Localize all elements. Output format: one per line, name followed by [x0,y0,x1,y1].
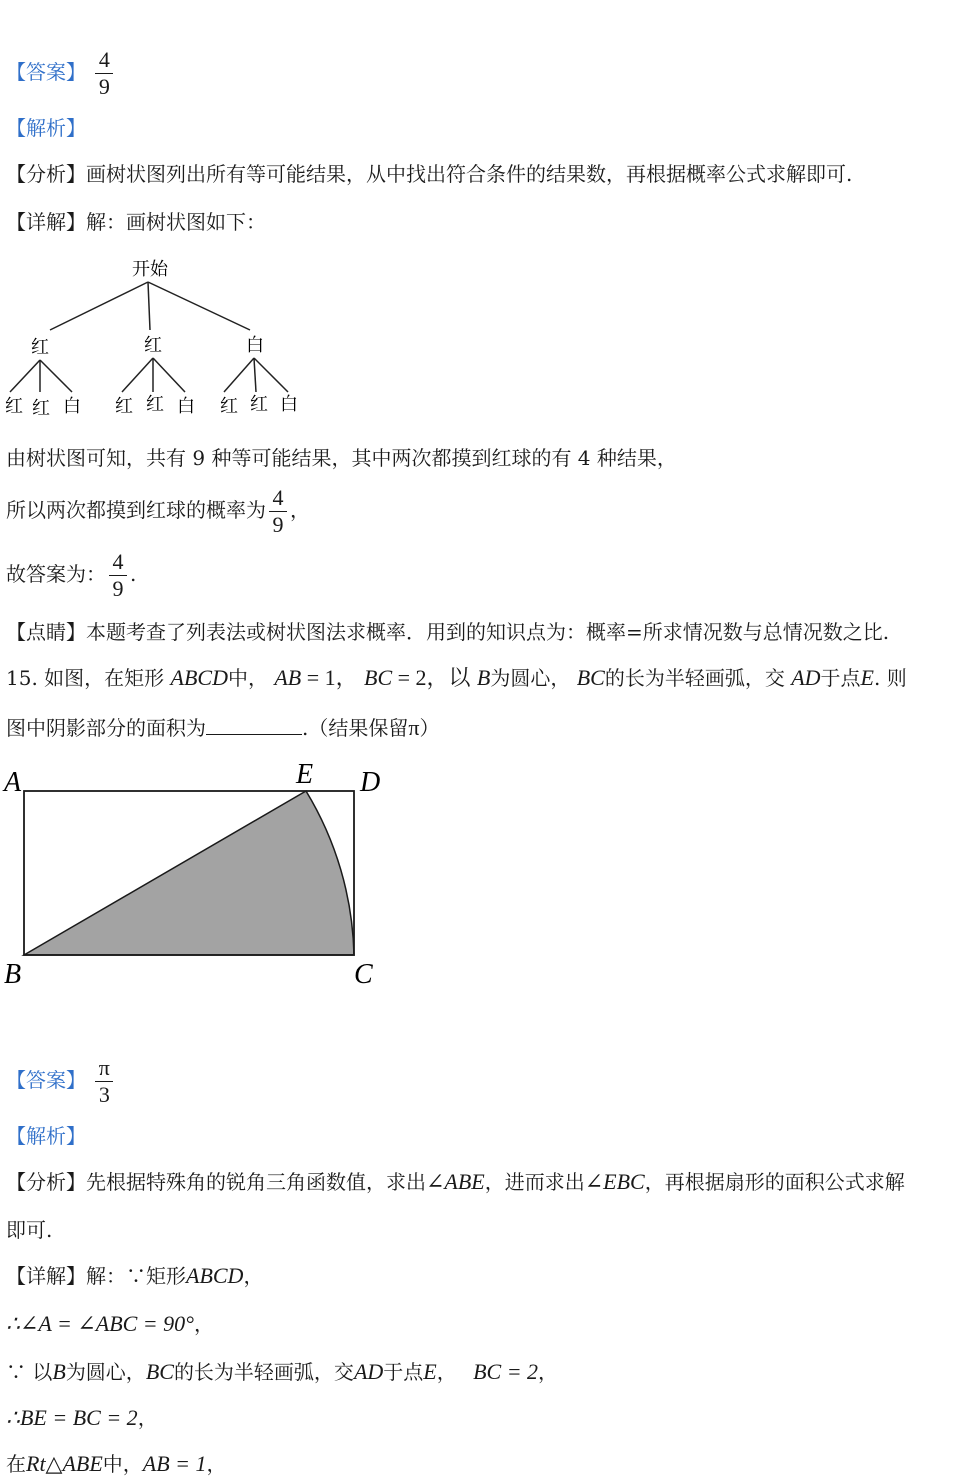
answer-blank [206,714,302,735]
tree-leaf: 白 [177,396,195,417]
q15-fenxi-cont: 即可. [6,1218,53,1242]
tree-leaf: 红 [32,398,50,419]
tree-leaf: 白 [280,394,298,415]
tree-diagram [0,250,320,425]
label-c: C [354,959,373,990]
q15-stem-line1: 15. 如图，在矩形 ABCD中， AB = 1， BC = 2，以 B为圆心， BC的长为半轻画弧，交 AD于点E. 则 [6,665,907,690]
q14-line3: 故答案为： $\frac{4}{9}$ . [6,549,137,601]
shaded-sector [24,791,354,955]
tree-leaf: 白 [63,396,81,417]
q14-fenxi: 【分析】画树状图列出所有等可能结果，从中找出符合条件的结果数，再根据概率公式求解即可. [6,162,853,186]
answer-label: 【答案】 [6,1068,86,1092]
tree-l1-1: 红 [144,335,162,356]
q14-dianjing: 【点睛】本题考查了列表法或树状图法求概率．用到的知识点为：概率=所求情况数与总情况数之比. [6,620,890,644]
label-b: B [4,959,22,990]
q15-xj3: ∵ 以B为圆心，BC的长为半轻画弧，交AD于点E， BC = 2， [6,1359,559,1384]
q15-xj1: 【详解】解：∵矩形ABCD， [6,1263,264,1288]
label-e: E [296,759,314,790]
label-d: D [360,767,381,798]
q15-xj2: ∴∠A = ∠ABC = 90°， [6,1311,214,1336]
q14-xiangjie: 【详解】解：画树状图如下： [6,210,266,234]
q15-stem-line2: 图中阴影部分的面积为 .（结果保留π） [6,715,440,740]
q14-line1: 由树状图可知，共有 9 种等可能结果，其中两次都摸到红球的有 4 种结果， [6,446,677,470]
q15-xj5: 在Rt△ABE中，AB = 1， [6,1451,227,1476]
q15-fenxi: 【分析】先根据特殊角的锐角三角函数值，求出∠ABE，进而求出∠EBC，再根据扇形的面积公式求解 [6,1169,905,1194]
analysis-label: 【解析】 [6,1124,86,1148]
tree-leaf: 红 [115,396,133,417]
q15-answer-line [6,1056,116,1107]
label-a: A [4,767,22,798]
tree-root: 开始 [132,259,168,280]
tree-leaf: 红 [5,396,23,417]
q14-line2: 所以两次都摸到红球的概率为 $\frac{4}{9}$ ， [6,485,310,537]
tree-l1-2: 白 [246,335,264,356]
tree-leaf: 红 [146,394,164,415]
answer-fraction: $\frac{\pi}{3}$ [95,1056,113,1107]
answer-fraction: $\frac{4}{9}$ [95,48,113,99]
q14-answer-line [6,48,116,99]
rectangle-figure [0,755,400,995]
tree-leaf: 红 [220,396,238,417]
analysis-label: 【解析】 [6,116,86,140]
fraction: $\frac{4}{9}$ [269,486,287,537]
q15-xj4: ∴BE = BC = 2， [6,1405,158,1430]
tree-l1-0: 红 [31,337,49,358]
answer-label: 【答案】 [6,60,86,84]
fraction: $\frac{4}{9}$ [109,550,127,601]
tree-leaf: 红 [250,394,268,415]
